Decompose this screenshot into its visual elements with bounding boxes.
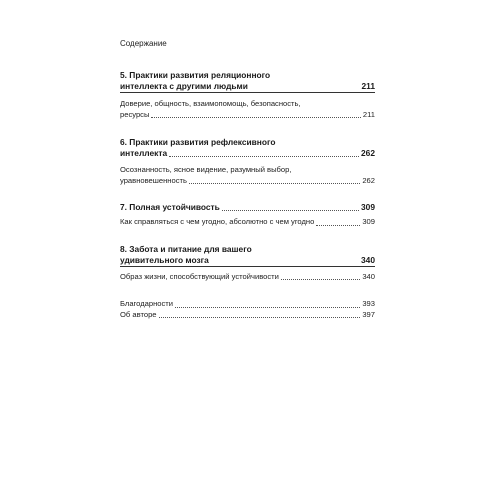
chapter-page-number: 262	[361, 148, 375, 158]
subentry-page-number: 211	[362, 109, 375, 119]
toc-subentry	[120, 165, 375, 186]
toc-subentry	[120, 99, 375, 120]
toc-subentry	[120, 272, 375, 283]
dot-leader	[159, 317, 361, 318]
dot-leader	[151, 117, 360, 118]
chapter-page-number: 340	[361, 254, 375, 265]
dot-leader	[175, 307, 360, 308]
chapter-page-number: 309	[361, 202, 375, 212]
chapter-title-line: интеллекта	[120, 148, 168, 158]
subentry-text: уравновешенность	[120, 175, 187, 185]
dot-leader	[169, 156, 359, 157]
subentry-text: Образ жизни, способствующий устойчивости	[120, 271, 279, 281]
subentry-text: Доверие, общность, взаимопомощь, безопасность,	[120, 99, 301, 108]
toc-chapter-6	[120, 137, 375, 186]
running-head: Содержание	[120, 39, 167, 48]
subentry-page-number: 262	[362, 175, 375, 185]
backmatter-label: Благодарности	[120, 299, 174, 308]
toc-chapter-5	[120, 70, 375, 120]
backmatter-page-number: 393	[362, 299, 375, 308]
subentry-text: ресурсы	[120, 109, 150, 119]
chapter-title-line: 7. Полная устойчивость	[120, 202, 220, 212]
dot-leader	[222, 210, 359, 211]
dot-leader	[189, 183, 360, 184]
chapter-title-line: интеллекта с другими людьми	[120, 81, 248, 91]
chapter-title-line: 8. Забота и питание для вашего	[120, 243, 252, 254]
chapter-page-number: 211	[361, 81, 375, 91]
table-of-contents	[120, 70, 375, 320]
toc-backmatter-entry	[120, 299, 375, 310]
chapter-title-line: 6. Практики развития рефлексивного	[120, 137, 276, 147]
subentry-page-number: 340	[362, 271, 375, 281]
subentry-text: Осознанность, ясное видение, разумный выбор,	[120, 165, 292, 174]
backmatter-label: Об авторе	[120, 309, 157, 319]
subentry-page-number: 309	[362, 217, 375, 226]
subentry-text: Как справляться с чем угодно, абсолютно с чем угодно	[120, 217, 315, 226]
toc-chapter-8	[120, 244, 375, 283]
chapter-title-line: 5. Практики развития реляционного	[120, 70, 271, 80]
toc-backmatter-entry	[120, 310, 375, 321]
chapter-title-line: удивительного мозга	[120, 254, 209, 265]
toc-subentry	[120, 217, 375, 228]
dot-leader	[316, 225, 360, 226]
toc-chapter-7	[120, 202, 375, 228]
backmatter-page-number: 397	[362, 309, 375, 319]
dot-leader	[281, 279, 360, 280]
